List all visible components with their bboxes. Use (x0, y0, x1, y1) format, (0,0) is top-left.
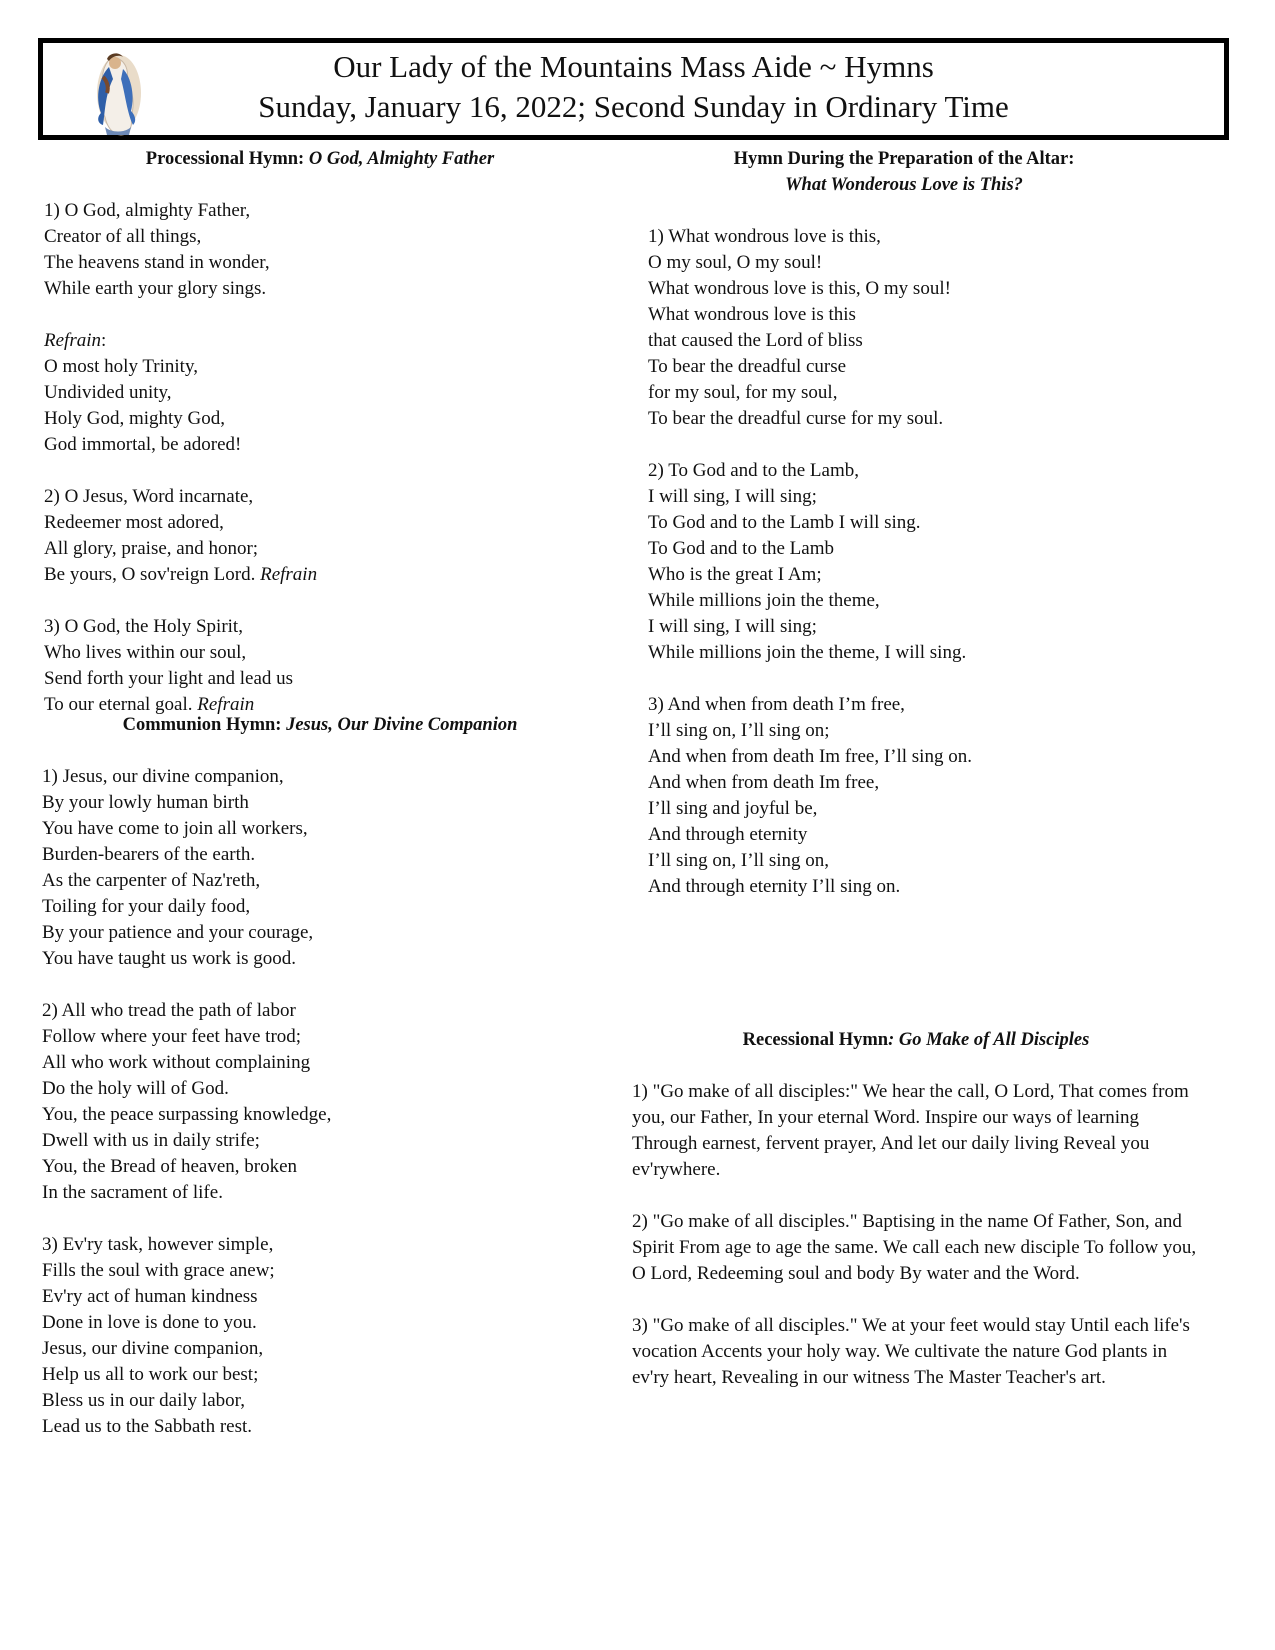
lyric-line (44, 562, 600, 588)
lyric-line: To God and to the Lamb (648, 538, 834, 559)
recessional-verse-2: 2) "Go make of all disciples." Baptising in the name Of Father, Son, and Spirit From age to age the same. We call each new disciple To follow you, O Lord, Redeeming soul and body By water and the Word. (632, 1211, 1197, 1284)
lyric-line: All glory, praise, and honor; (44, 538, 259, 559)
lyric-line: I’ll sing on, I’ll sing on, (648, 850, 830, 871)
lyric-line: 2) O Jesus, Word incarnate, (44, 486, 254, 507)
recessional-title: : Go Make of All Disciples (888, 1030, 1090, 1050)
preparation-hymn-section (648, 146, 1208, 926)
lyric-line: By your lowly human birth (42, 792, 249, 813)
lyric-line: 2) To God and to the Lamb, (648, 460, 859, 481)
lyric-line: Who lives within our soul, (44, 642, 247, 663)
lyric-line: To bear the dreadful curse for my soul. (648, 408, 944, 429)
processional-hymn-section (40, 146, 600, 724)
lyric-line: Ev'ry act of human kindness (42, 1286, 258, 1307)
lyric-line: You have taught us work is good. (42, 948, 297, 969)
lyric-line: Fills the soul with grace anew; (42, 1260, 275, 1281)
lyric-line: 1) O God, almighty Father, (44, 200, 251, 221)
preparation-stanza-3 (648, 692, 1208, 900)
recessional-heading (632, 1027, 1200, 1053)
document-subtitle: Sunday, January 16, 2022; Second Sunday in Ordinary Time (258, 89, 1009, 124)
lyric-line: 3) Ev'ry task, however simple, (42, 1234, 274, 1255)
document-title: Our Lady of the Mountains Mass Aide ~ Hymns (333, 49, 934, 84)
lyric-line: O my soul, O my soul! (648, 252, 823, 273)
lyric-line: God immortal, be adored! (44, 434, 242, 455)
lyric-line: By your patience and your courage, (42, 922, 314, 943)
preparation-label: Hymn During the Preparation of the Altar: (733, 149, 1075, 169)
lyric-line: 2) All who tread the path of labor (42, 1000, 296, 1021)
lyric-line: What wondrous love is this, O my soul! (648, 278, 951, 299)
communion-hymn-section (40, 712, 600, 1466)
communion-label: Communion Hymn: (122, 715, 287, 735)
recessional-hymn-section (632, 1027, 1200, 1417)
lyric-line: The heavens stand in wonder, (44, 252, 270, 273)
communion-stanza-2 (42, 998, 600, 1206)
lyric-line: All who work without complaining (42, 1052, 311, 1073)
page-header (38, 38, 1229, 140)
preparation-title: What Wonderous Love is This? (785, 175, 1023, 195)
lyric-line: And when from death Im free, (648, 772, 880, 793)
recessional-verse-3: 3) "Go make of all disciples." We at your feet would stay Until each life's vocation Accents your holy way. We cultivate the nature God plants in ev'ry heart, Revealing in our witness The Master Teacher's art. (632, 1315, 1190, 1388)
lyric-line: that caused the Lord of bliss (648, 330, 863, 351)
refrain-label: Refrain (44, 330, 101, 351)
lyric-line: for my soul, for my soul, (648, 382, 838, 403)
lyric-line: Bless us in our daily labor, (42, 1390, 245, 1411)
preparation-stanza-1 (648, 224, 1208, 432)
lyric-line: As the carpenter of Naz'reth, (42, 870, 261, 891)
lyric-line: I’ll sing on, I’ll sing on; (648, 720, 830, 741)
lyric-line: Dwell with us in daily strife; (42, 1130, 260, 1151)
lyric-line: You, the peace surpassing knowledge, (42, 1104, 332, 1125)
lyric-line: You, the Bread of heaven, broken (42, 1156, 298, 1177)
refrain-heading (44, 328, 600, 354)
lyric-text: To our eternal goal. (44, 694, 198, 715)
lyric-line: 3) And when from death I’m free, (648, 694, 905, 715)
communion-stanza-3 (42, 1232, 600, 1440)
processional-stanza-2 (44, 484, 600, 588)
lyric-line: Holy God, mighty God, (44, 408, 226, 429)
lyric-line: Lead us to the Sabbath rest. (42, 1416, 253, 1437)
lyric-line: Send forth your light and lead us (44, 668, 294, 689)
lyric-line: And when from death Im free, I’ll sing on. (648, 746, 972, 767)
lyric-line: Follow where your feet have trod; (42, 1026, 302, 1047)
lyric-line: And through eternity (648, 824, 808, 845)
lyric-line: You have come to join all workers, (42, 818, 308, 839)
lyric-line: 1) Jesus, our divine companion, (42, 766, 284, 787)
lyric-line: In the sacrament of life. (42, 1182, 223, 1203)
lyric-line: To God and to the Lamb I will sing. (648, 512, 921, 533)
lyric-line: 3) O God, the Holy Spirit, (44, 616, 243, 637)
lyric-line: Jesus, our divine companion, (42, 1338, 264, 1359)
lyric-line: Do the holy will of God. (42, 1078, 229, 1099)
processional-label: Processional Hymn: (145, 149, 309, 169)
lyric-line: To bear the dreadful curse (648, 356, 847, 377)
refrain-reference: Refrain (260, 564, 318, 585)
lyric-line: Creator of all things, (44, 226, 202, 247)
refrain-colon: : (101, 330, 107, 351)
communion-stanza-1 (42, 764, 600, 972)
processional-refrain (44, 328, 600, 458)
lyric-line: I will sing, I will sing; (648, 616, 817, 637)
lyric-line: Undivided unity, (44, 382, 172, 403)
lyric-line: Burden-bearers of the earth. (42, 844, 256, 865)
lyric-line: 1) What wondrous love is this, (648, 226, 881, 247)
processional-stanza-3 (44, 614, 600, 718)
processional-heading (40, 146, 600, 172)
processional-title: O God, Almighty Father (308, 149, 495, 169)
communion-title: Jesus, Our Divine Companion (286, 715, 518, 735)
lyric-line: While earth your glory sings. (44, 278, 267, 299)
lyric-line: While millions join the theme, (648, 590, 880, 611)
lyric-text: Be yours, O sov'reign Lord. (44, 564, 261, 585)
processional-stanza-1 (44, 198, 600, 302)
lyric-line: Who is the great I Am; (648, 564, 822, 585)
lyric-line: And through eternity I’ll sing on. (648, 876, 901, 897)
lyric-line: I will sing, I will sing; (648, 486, 817, 507)
lyric-line: While millions join the theme, I will sing. (648, 642, 967, 663)
recessional-label: Recessional Hymn (742, 1030, 889, 1050)
preparation-stanza-2 (648, 458, 1208, 666)
lyric-line: I’ll sing and joyful be, (648, 798, 818, 819)
lyric-line: What wondrous love is this (648, 304, 856, 325)
lyric-line: O most holy Trinity, (44, 356, 198, 377)
lyric-line: Toiling for your daily food, (42, 896, 251, 917)
communion-heading (40, 712, 600, 738)
refrain-reference: Refrain (197, 694, 255, 715)
lyric-line: Help us all to work our best; (42, 1364, 259, 1385)
lyric-line: Redeemer most adored, (44, 512, 224, 533)
lyric-line: Done in love is done to you. (42, 1312, 257, 1333)
preparation-heading (624, 146, 1184, 198)
recessional-verse-1: 1) "Go make of all disciples:" We hear the call, O Lord, That comes from you, our Father, In your eternal Word. Inspire our ways of learning Through earnest, fervent prayer, And let our daily living Reveal you ev'rywhere. (632, 1081, 1189, 1180)
